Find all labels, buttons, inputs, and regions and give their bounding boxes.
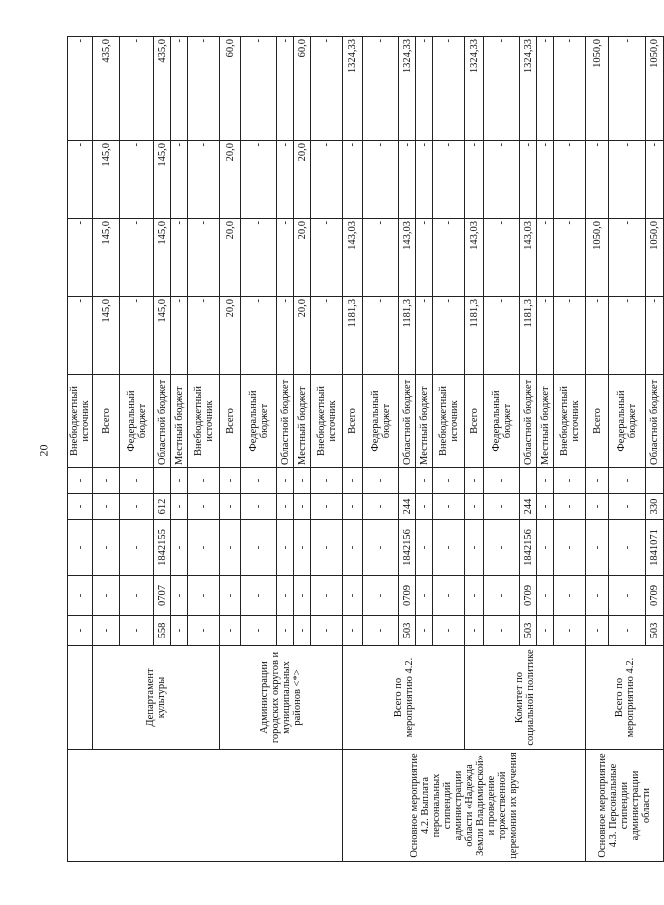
- table-cell: -: [93, 494, 120, 520]
- table-cell: -: [188, 219, 220, 297]
- table-cell: -: [416, 141, 433, 219]
- table-cell: Внебюджетный источник: [433, 375, 465, 468]
- table-cell: -: [484, 494, 520, 520]
- table-cell: -: [484, 576, 520, 616]
- table-cell: -: [609, 616, 646, 646]
- table-cell: 143,03: [343, 219, 363, 297]
- table-cell: -: [241, 37, 277, 141]
- table-cell: -: [363, 141, 399, 219]
- table-cell: 60,0: [220, 37, 241, 141]
- table-cell: 20,0: [220, 219, 241, 297]
- table-cell: -: [277, 576, 294, 616]
- table-cell: -: [68, 468, 93, 494]
- table-cell: Внебюджетный источник: [554, 375, 586, 468]
- table-cell: -: [586, 520, 609, 576]
- table-cell: -: [277, 468, 294, 494]
- table-cell: -: [68, 297, 93, 375]
- table-cell: -: [609, 494, 646, 520]
- table-cell: -: [586, 616, 609, 646]
- table-cell: 20,0: [220, 297, 241, 375]
- table-row: [465, 37, 484, 862]
- table-cell: -: [416, 468, 433, 494]
- table-cell: -: [416, 520, 433, 576]
- table-cell: -: [277, 297, 294, 375]
- table-cell: 435,0: [154, 37, 171, 141]
- table-cell: -: [294, 520, 311, 576]
- table-cell: 1050,0: [586, 219, 609, 297]
- table-cell: -: [120, 219, 154, 297]
- table-cell: Внебюджетный источник: [68, 375, 93, 468]
- budget-table: [67, 36, 664, 862]
- table-cell: -: [220, 616, 241, 646]
- table-cell: -: [363, 616, 399, 646]
- table-cell: 1181,3: [343, 297, 363, 375]
- table-row: [93, 37, 120, 862]
- table-cell: -: [554, 616, 586, 646]
- table-cell: -: [343, 576, 363, 616]
- table-cell: -: [241, 141, 277, 219]
- table-cell: 145,0: [93, 141, 120, 219]
- table-cell: -: [465, 494, 484, 520]
- table-cell: -: [68, 616, 93, 646]
- table-cell: -: [120, 468, 154, 494]
- table-cell: -: [220, 576, 241, 616]
- table-cell: -: [120, 141, 154, 219]
- table-cell: 1324,33: [520, 37, 537, 141]
- table-cell: -: [93, 468, 120, 494]
- table-cell: -: [433, 297, 465, 375]
- table-cell: 1842156: [520, 520, 537, 576]
- table-row: [68, 37, 93, 862]
- page-number: 20: [36, 444, 51, 457]
- table-cell: -: [433, 141, 465, 219]
- table-cell: 145,0: [93, 219, 120, 297]
- table-cell: -: [416, 616, 433, 646]
- table-cell: -: [363, 468, 399, 494]
- table-row: [343, 37, 363, 862]
- table-cell: -: [554, 520, 586, 576]
- table-cell: -: [554, 576, 586, 616]
- table-cell: -: [586, 297, 609, 375]
- table-cell: -: [609, 520, 646, 576]
- table-cell: -: [311, 494, 343, 520]
- table-row: [586, 37, 609, 862]
- table-cell: 1324,33: [343, 37, 363, 141]
- table-cell: -: [120, 576, 154, 616]
- table-cell: -: [609, 141, 646, 219]
- table-cell: 1842156: [399, 520, 416, 576]
- table-cell: -: [554, 141, 586, 219]
- table-cell: -: [363, 37, 399, 141]
- table-cell: Всего: [465, 375, 484, 468]
- table-cell: -: [311, 468, 343, 494]
- table-cell: [154, 468, 171, 494]
- table-cell: -: [241, 494, 277, 520]
- table-cell: Всего по мероприятию 4.2.: [343, 646, 465, 750]
- table-cell: -: [241, 576, 277, 616]
- table-cell: -: [120, 37, 154, 141]
- table-cell: -: [171, 494, 188, 520]
- table-cell: -: [433, 520, 465, 576]
- table-cell: -: [188, 297, 220, 375]
- table-cell: -: [646, 141, 664, 219]
- table-cell: 0707: [154, 576, 171, 616]
- table-cell: -: [188, 494, 220, 520]
- table-cell: Федеральный бюджет: [241, 375, 277, 468]
- table-body: [68, 37, 664, 862]
- table-cell: 330: [646, 494, 664, 520]
- table-cell: 145,0: [154, 219, 171, 297]
- table-cell: -: [68, 219, 93, 297]
- table-cell: -: [537, 576, 554, 616]
- table-cell: -: [416, 494, 433, 520]
- table-cell: Местный бюджет: [537, 375, 554, 468]
- table-cell: Областной бюджет: [520, 375, 537, 468]
- table-cell: Основное мероприятие 4.3. Персональные стипендии администрации области: [586, 750, 664, 862]
- table-cell: -: [188, 520, 220, 576]
- table-cell: -: [554, 494, 586, 520]
- table-cell: -: [609, 37, 646, 141]
- table-cell: -: [520, 141, 537, 219]
- table-cell: -: [68, 576, 93, 616]
- table-cell: -: [646, 297, 664, 375]
- table-cell: [399, 468, 416, 494]
- table-cell: Областной бюджет: [646, 375, 664, 468]
- table-cell: -: [120, 494, 154, 520]
- table-cell: -: [311, 520, 343, 576]
- table-cell: -: [586, 576, 609, 616]
- table-cell: 503: [520, 616, 537, 646]
- table-cell: 60,0: [294, 37, 311, 141]
- table-cell: -: [171, 219, 188, 297]
- table-cell: -: [537, 520, 554, 576]
- table-cell: 1181,3: [465, 297, 484, 375]
- table-cell: 143,03: [399, 219, 416, 297]
- table-cell: -: [363, 494, 399, 520]
- table-cell: -: [241, 616, 277, 646]
- table-cell: -: [416, 219, 433, 297]
- table-cell: -: [188, 468, 220, 494]
- table-cell: Всего: [343, 375, 363, 468]
- table-cell: Всего: [586, 375, 609, 468]
- table-cell: -: [68, 494, 93, 520]
- table-cell: 20,0: [294, 297, 311, 375]
- table-cell: -: [363, 219, 399, 297]
- table-cell: -: [220, 520, 241, 576]
- table-cell: 1324,33: [465, 37, 484, 141]
- table-cell: -: [188, 141, 220, 219]
- table-cell: -: [433, 219, 465, 297]
- table-cell: 145,0: [154, 297, 171, 375]
- table-cell: 20,0: [294, 219, 311, 297]
- table-cell: Местный бюджет: [294, 375, 311, 468]
- table-cell: -: [171, 297, 188, 375]
- table-cell: Местный бюджет: [171, 375, 188, 468]
- table-cell: 145,0: [154, 141, 171, 219]
- table-cell: -: [433, 576, 465, 616]
- table-cell: 1842155: [154, 520, 171, 576]
- table-cell: -: [277, 219, 294, 297]
- table-cell: -: [433, 37, 465, 141]
- table-cell: -: [554, 219, 586, 297]
- table-cell: -: [537, 468, 554, 494]
- table-cell: -: [537, 616, 554, 646]
- table-cell: 0709: [646, 576, 664, 616]
- table-cell: -: [311, 37, 343, 141]
- table-cell: 1181,3: [520, 297, 537, 375]
- table-cell: Федеральный бюджет: [609, 375, 646, 468]
- table-cell: -: [363, 576, 399, 616]
- budget-table-rotated: [67, 37, 660, 862]
- table-cell: Всего: [93, 375, 120, 468]
- table-cell: -: [484, 219, 520, 297]
- table-cell: 0709: [399, 576, 416, 616]
- table-cell: -: [537, 219, 554, 297]
- table-cell: -: [554, 468, 586, 494]
- table-cell: -: [465, 468, 484, 494]
- table-cell: 143,03: [465, 219, 484, 297]
- table-cell: -: [465, 520, 484, 576]
- table-cell: -: [120, 520, 154, 576]
- table-cell: Федеральный бюджет: [484, 375, 520, 468]
- table-cell: -: [241, 520, 277, 576]
- table-cell: -: [416, 576, 433, 616]
- table-cell: [68, 750, 343, 862]
- table-cell: 435,0: [93, 37, 120, 141]
- table-cell: -: [484, 468, 520, 494]
- table-cell: -: [484, 297, 520, 375]
- table-cell: 1050,0: [646, 37, 664, 141]
- table-cell: 1841071: [646, 520, 664, 576]
- table-cell: -: [609, 297, 646, 375]
- table-cell: -: [171, 37, 188, 141]
- table-cell: Внебюджетный источник: [188, 375, 220, 468]
- table-cell: Областной бюджет: [399, 375, 416, 468]
- table-cell: -: [465, 616, 484, 646]
- table-cell: -: [537, 141, 554, 219]
- table-cell: -: [311, 576, 343, 616]
- table-cell: 503: [646, 616, 664, 646]
- table-cell: 1050,0: [586, 37, 609, 141]
- table-cell: -: [68, 520, 93, 576]
- table-cell: -: [311, 297, 343, 375]
- table-cell: -: [465, 141, 484, 219]
- table-cell: -: [363, 520, 399, 576]
- table-cell: 612: [154, 494, 171, 520]
- table-cell: -: [484, 37, 520, 141]
- table-cell: -: [188, 616, 220, 646]
- table-cell: -: [294, 494, 311, 520]
- table-cell: Комитет по социальной политике: [465, 646, 586, 750]
- table-cell: -: [537, 494, 554, 520]
- table-cell: -: [416, 297, 433, 375]
- table-cell: -: [311, 616, 343, 646]
- table-cell: 503: [399, 616, 416, 646]
- table-cell: Федеральный бюджет: [363, 375, 399, 468]
- table-cell: -: [294, 468, 311, 494]
- table-cell: 20,0: [294, 141, 311, 219]
- table-cell: 244: [399, 494, 416, 520]
- table-cell: 20,0: [220, 141, 241, 219]
- table-cell: -: [294, 616, 311, 646]
- table-cell: [520, 468, 537, 494]
- table-cell: -: [294, 576, 311, 616]
- table-cell: -: [241, 297, 277, 375]
- table-cell: -: [171, 468, 188, 494]
- table-cell: -: [343, 494, 363, 520]
- table-cell: -: [171, 141, 188, 219]
- table-cell: 0709: [520, 576, 537, 616]
- table-cell: -: [433, 468, 465, 494]
- table-cell: -: [554, 37, 586, 141]
- table-cell: -: [277, 494, 294, 520]
- table-cell: -: [241, 468, 277, 494]
- table-cell: -: [220, 468, 241, 494]
- table-cell: -: [188, 37, 220, 141]
- table-cell: -: [311, 219, 343, 297]
- table-cell: -: [416, 37, 433, 141]
- table-cell: -: [433, 616, 465, 646]
- table-cell: -: [188, 576, 220, 616]
- table-row: [220, 37, 241, 862]
- table-cell: Федеральный бюджет: [120, 375, 154, 468]
- table-cell: -: [433, 494, 465, 520]
- table-cell: -: [343, 616, 363, 646]
- table-cell: 143,03: [520, 219, 537, 297]
- table-cell: -: [484, 520, 520, 576]
- table-cell: -: [537, 37, 554, 141]
- table-cell: -: [68, 141, 93, 219]
- table-cell: 1181,3: [399, 297, 416, 375]
- table-cell: -: [171, 520, 188, 576]
- table-cell: 1050,0: [646, 219, 664, 297]
- table-cell: -: [537, 297, 554, 375]
- table-cell: 1324,33: [399, 37, 416, 141]
- table-cell: -: [399, 141, 416, 219]
- table-cell: -: [484, 616, 520, 646]
- table-cell: [68, 646, 93, 750]
- table-cell: -: [586, 141, 609, 219]
- table-cell: -: [277, 616, 294, 646]
- table-cell: Областной бюджет: [154, 375, 171, 468]
- table-cell: -: [343, 520, 363, 576]
- table-cell: -: [277, 520, 294, 576]
- table-cell: Областной бюджет: [277, 375, 294, 468]
- table-cell: -: [93, 576, 120, 616]
- table-cell: -: [586, 468, 609, 494]
- table-cell: -: [220, 494, 241, 520]
- table-cell: Всего по мероприятию 4.2.: [586, 646, 664, 750]
- table-cell: -: [484, 141, 520, 219]
- table-cell: -: [343, 468, 363, 494]
- table-cell: Основное мероприятие 4.2. Выплата персональных стипендий администрации области «Надежда Земли Владимирской» и проведение торжественной церемонии их вручения: [343, 750, 586, 862]
- table-cell: -: [277, 141, 294, 219]
- table-cell: -: [171, 616, 188, 646]
- table-cell: 558: [154, 616, 171, 646]
- table-cell: Департамент культуры: [93, 646, 220, 750]
- table-cell: -: [609, 468, 646, 494]
- table-cell: -: [554, 297, 586, 375]
- table-cell: -: [586, 494, 609, 520]
- table-cell: -: [343, 141, 363, 219]
- table-cell: -: [93, 520, 120, 576]
- table-cell: Администрации городских округов и муниципальных районов <*>: [220, 646, 343, 750]
- table-cell: Внебюджетный источник: [311, 375, 343, 468]
- table-cell: Всего: [220, 375, 241, 468]
- table-cell: -: [241, 219, 277, 297]
- table-cell: -: [609, 576, 646, 616]
- table-cell: -: [277, 37, 294, 141]
- table-cell: Местный бюджет: [416, 375, 433, 468]
- table-cell: -: [120, 616, 154, 646]
- table-cell: -: [171, 576, 188, 616]
- table-cell: [646, 468, 664, 494]
- table-cell: -: [311, 141, 343, 219]
- table-cell: -: [363, 297, 399, 375]
- table-cell: -: [609, 219, 646, 297]
- table-cell: 145,0: [93, 297, 120, 375]
- table-cell: -: [68, 37, 93, 141]
- table-cell: -: [465, 576, 484, 616]
- table-cell: -: [120, 297, 154, 375]
- table-cell: 244: [520, 494, 537, 520]
- table-cell: -: [93, 616, 120, 646]
